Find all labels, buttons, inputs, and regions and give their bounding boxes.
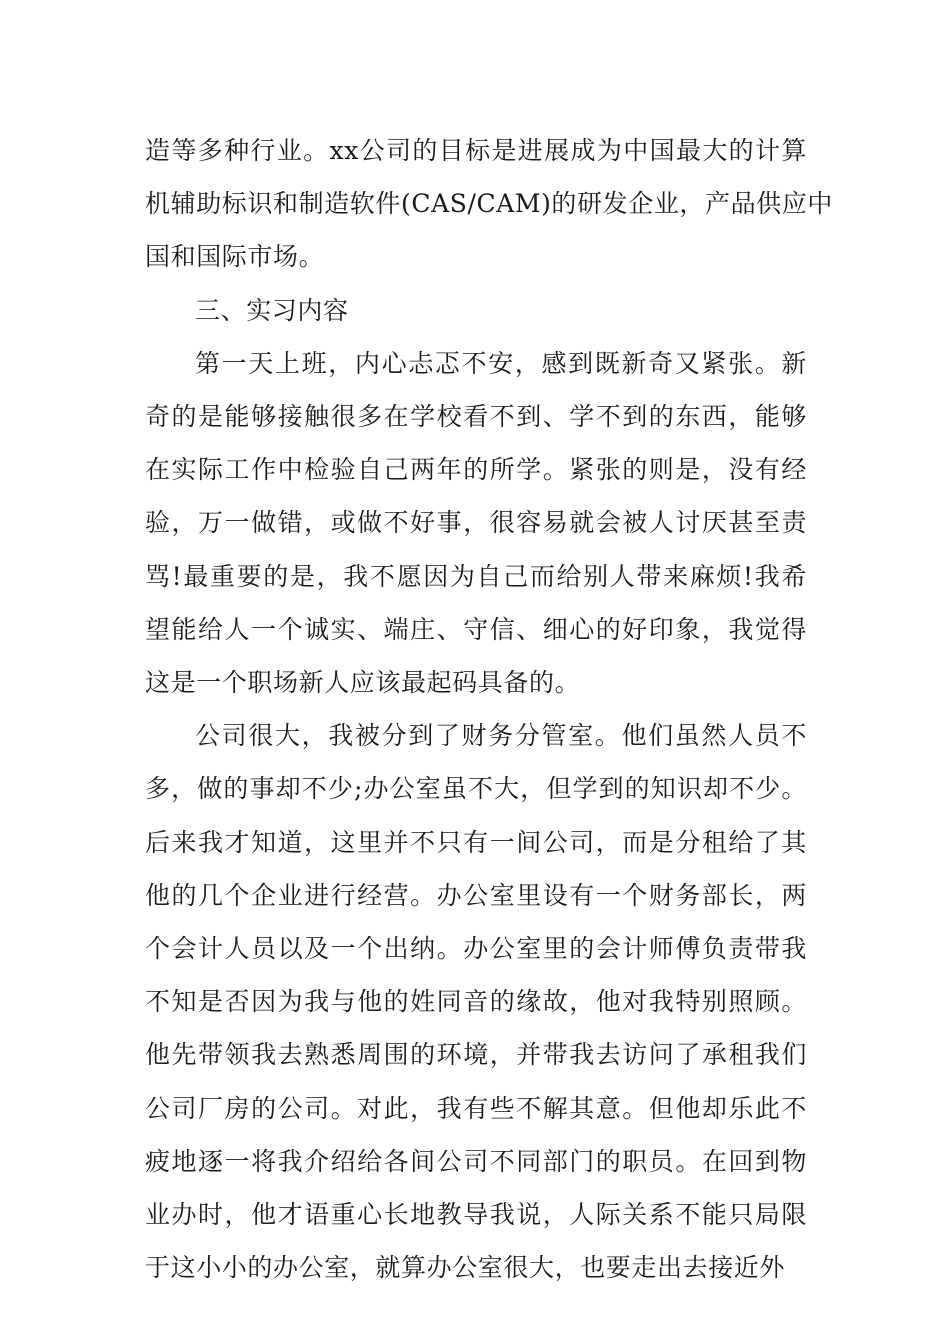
text-line: 他先带领我去熟悉周围的环境，并带我去访问了承租我们: [145, 1040, 807, 1070]
paragraph: [145, 124, 834, 284]
text-line: 个会计人员以及一个出纳。办公室里的会计师傅负责带我: [145, 934, 807, 964]
text-line: 造等多种行业。xx公司的目标是进展成为中国最大的计算: [145, 136, 807, 165]
text-line: 第一天上班，内心忐忑不安，感到既新奇又紧张。新: [195, 348, 807, 378]
text-line: 他的几个企业进行经营。办公室里设有一个财务部长，两: [145, 880, 807, 910]
text-line: 三、实习内容: [195, 295, 349, 325]
text-line: 验，万一做错，或做不好事，很容易就会被人讨厌甚至责: [145, 508, 807, 538]
text-line: 骂!最重要的是，我不愿因为自己而给别人带来麻烦!我希: [145, 561, 807, 591]
text-line: 机辅助标识和制造软件(CAS/CAM)的研发企业，产品供应中: [145, 189, 834, 219]
text-line: 疲地逐一将我介绍给各间公司不同部门的职员。在回到物: [145, 1146, 807, 1176]
text-line: 在实际工作中检验自己两年的所学。紧张的则是，没有经: [145, 455, 807, 485]
text-line: 奇的是能够接触很多在学校看不到、学不到的东西，能够: [145, 402, 807, 432]
document-body: [145, 124, 834, 1294]
paragraph: [145, 284, 807, 337]
text-line: 不知是否因为我与他的姓同音的缘故，他对我特别照顾。: [145, 987, 807, 1017]
paragraph: [145, 337, 807, 709]
paragraph: [145, 709, 807, 1294]
text-line: 公司很大，我被分到了财务分管室。他们虽然人员不: [195, 721, 807, 751]
text-line: 公司厂房的公司。对此，我有些不解其意。但他却乐此不: [145, 1093, 807, 1123]
text-line: 于这小小的办公室，就算办公室很大，也要走出去接近外: [145, 1253, 786, 1283]
text-line: 这是一个职场新人应该最起码具备的。: [145, 668, 581, 698]
text-line: 业办时，他才语重心长地教导我说，人际关系不能只局限: [145, 1200, 807, 1230]
text-line: 多，做的事却不少;办公室虽不大，但学到的知识却不少。: [145, 774, 807, 804]
text-line: 国和国际市场。: [145, 242, 325, 272]
text-line: 望能给人一个诚实、端庄、守信、细心的好印象，我觉得: [145, 614, 807, 644]
text-line: 后来我才知道，这里并不只有一间公司，而是分租给了其: [145, 827, 807, 857]
